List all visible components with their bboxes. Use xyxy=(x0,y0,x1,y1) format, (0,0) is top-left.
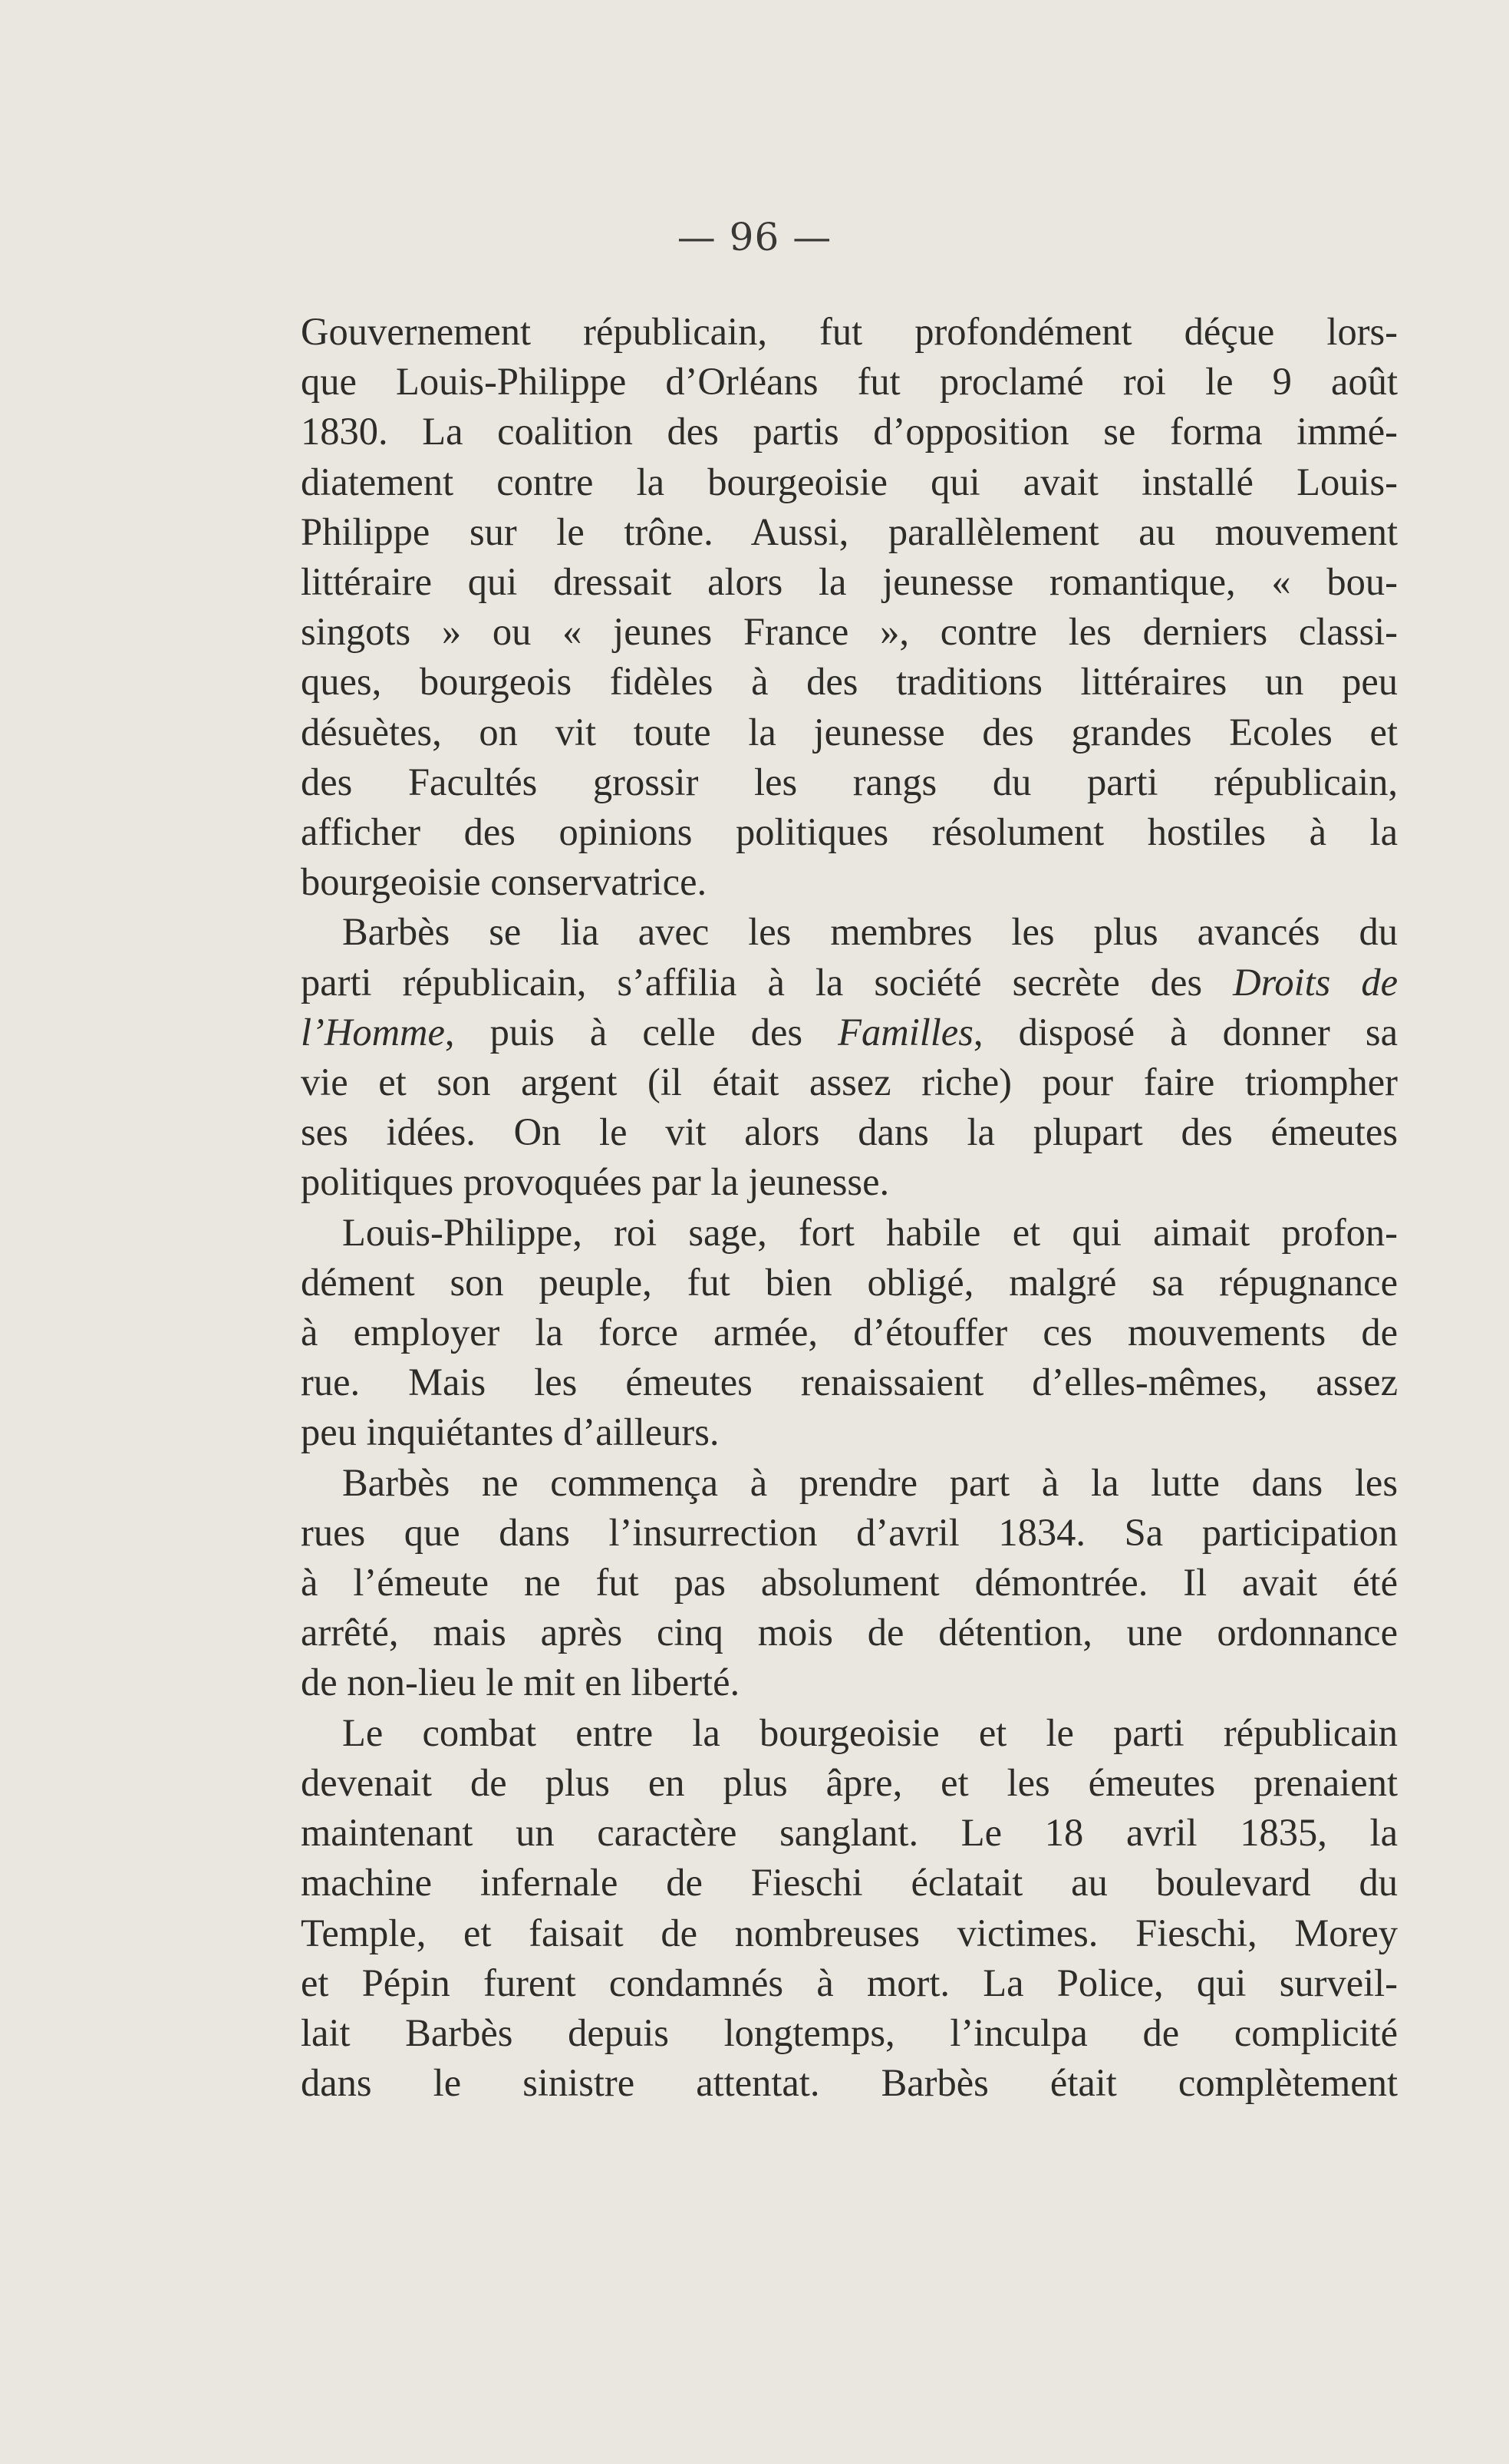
text-line: Temple, et faisait de nombreuses victimes. Fieschi, Morey xyxy=(301,1911,1398,1954)
body-text xyxy=(301,307,1398,2108)
page-number: — 96 — xyxy=(677,215,832,259)
paragraph-5 xyxy=(301,1708,1398,2109)
text-line: arrêté, mais après cinq mois de détention, une ordonnance xyxy=(301,1611,1398,1654)
text-line: Barbès se lia avec les membres les plus avancés du xyxy=(342,910,1398,954)
text-line: ses idées. On le vit alors dans la plupart des émeutes xyxy=(301,1110,1398,1154)
text-line: devenait de plus en plus âpre, et les émeutes prenaient xyxy=(301,1760,1398,1804)
text-line: lait Barbès depuis longtemps, l’inculpa de complicité xyxy=(301,2010,1398,2054)
paragraph-3 xyxy=(301,1208,1398,1458)
text-line: Le combat entre la bourgeoisie et le parti républicain xyxy=(342,1710,1398,1754)
text-line: Barbès ne commença à prendre part à la lutte dans les xyxy=(342,1460,1398,1504)
text-line: machine infernale de Fieschi éclatait au boulevard du xyxy=(301,1861,1398,1905)
text-line: maintenant un caractère sanglant. Le 18 avril 1835, la xyxy=(301,1811,1398,1855)
text-line: rues que dans l’insurrection d’avril 1834. Sa participation xyxy=(301,1510,1398,1554)
text-line: Philippe sur le trône. Aussi, parallèlement au mouvement xyxy=(301,510,1398,553)
text-line: singots » ou « jeunes France », contre les derniers classi- xyxy=(301,610,1398,654)
text-line: littéraire qui dressait alors la jeunesse romantique, « bou- xyxy=(301,560,1398,604)
text-line: que Louis-Philippe d’Orléans fut proclamé roi le 9 août xyxy=(301,360,1398,404)
paragraph-1 xyxy=(301,307,1398,907)
italic-title: Droits de xyxy=(1233,960,1398,1004)
text-line: des Facultés grossir les rangs du parti républicain, xyxy=(301,760,1398,803)
text-line: et Pépin furent condamnés à mort. La Police, qui surveil- xyxy=(301,1961,1398,2004)
text-line: de non-lieu le mit en liberté. xyxy=(301,1661,740,1704)
text-line: dément son peuple, fut bien obligé, malgré sa répugnance xyxy=(301,1260,1398,1304)
paragraph-2 xyxy=(301,907,1398,1207)
text-line: rue. Mais les émeutes renaissaient d’elles-mêmes, assez xyxy=(301,1361,1398,1404)
text-line xyxy=(301,958,1398,1008)
paragraph-4 xyxy=(301,1458,1398,1708)
text-span: parti républicain, s’affilia à la société secrète des xyxy=(301,960,1234,1004)
text-line: bourgeoisie conservatrice. xyxy=(301,860,707,904)
text-line xyxy=(301,1008,1398,1057)
text-span: , disposé à donner sa xyxy=(973,1010,1399,1054)
text-line: dans le sinistre attentat. Barbès était complètement xyxy=(301,2061,1398,2105)
text-line: à l’émeute ne fut pas absolument démontrée. Il avait été xyxy=(301,1561,1398,1605)
text-line: peu inquiétantes d’ailleurs. xyxy=(301,1410,720,1454)
text-line: désuètes, on vit toute la jeunesse des grandes Ecoles et xyxy=(301,710,1398,754)
text-line: diatement contre la bourgeoisie qui avait installé Louis- xyxy=(301,460,1398,503)
text-line: 1830. La coalition des partis d’opposition se forma immé- xyxy=(301,410,1398,454)
text-line: vie et son argent (il était assez riche) pour faire triompher xyxy=(301,1060,1398,1104)
italic-title: l’Homme xyxy=(301,1010,445,1054)
text-line: ques, bourgeois fidèles à des traditions littéraires un peu xyxy=(301,660,1398,704)
text-line: Gouvernement républicain, fut profondément déçue lors- xyxy=(301,310,1398,353)
text-line: Louis-Philippe, roi sage, fort habile et qui aimait profon- xyxy=(342,1210,1398,1254)
text-span: , puis à celle des xyxy=(444,1010,839,1054)
italic-title: Familles xyxy=(838,1010,974,1054)
text-line: politiques provoquées par la jeunesse. xyxy=(301,1160,890,1204)
text-line: afficher des opinions politiques résolument hostiles à la xyxy=(301,810,1398,854)
text-line: à employer la force armée, d’étouffer ces mouvements de xyxy=(301,1311,1398,1354)
